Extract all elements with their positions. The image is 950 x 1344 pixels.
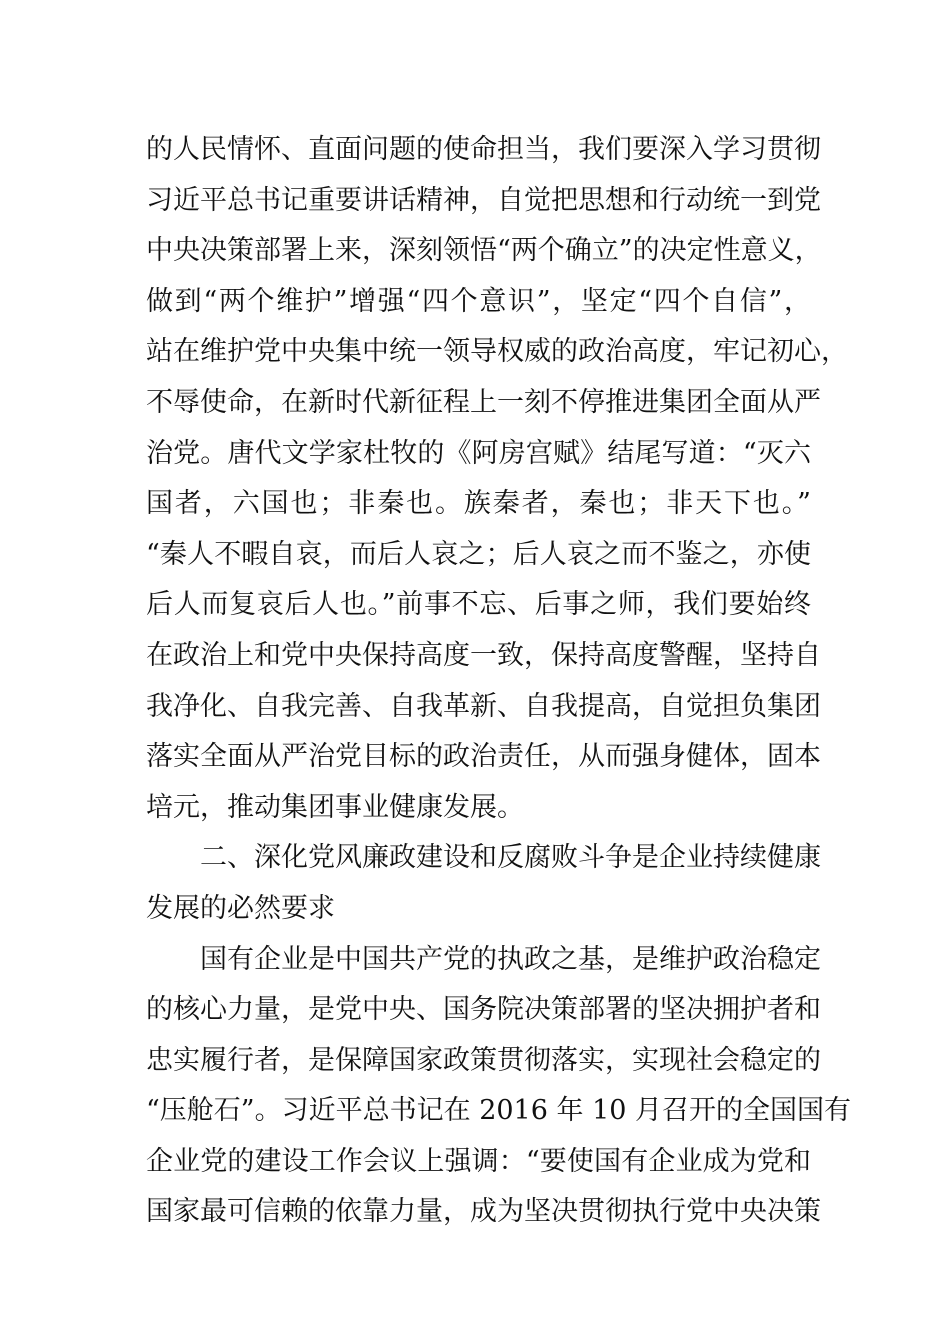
text-line: 培元，推动集团事业健康发展。 <box>146 791 524 823</box>
text-line: 国家最可信赖的依靠力量，成为坚决贯彻执行党中央决策 <box>146 1196 821 1228</box>
text-line: 不辱使命，在新时代新征程上一刻不停推进集团全面从严 <box>146 386 821 418</box>
text-line: 国有企业是中国共产党的执政之基，是维护政治稳定 <box>200 943 821 975</box>
text-line: 习近平总书记重要讲话精神，自觉把思想和行动统一到党 <box>146 184 821 216</box>
text-line: 国者，六国也；非秦也。族秦者，秦也；非天下也。” <box>146 488 811 520</box>
text-line: 在政治上和党中央保持高度一致，保持高度警醒，坚持自 <box>146 639 821 671</box>
text-line: 忠实履行者，是保障国家政策贯彻落实，实现社会稳定的 <box>146 1044 821 1076</box>
text-line: “秦人不暇自哀，而后人哀之；后人哀之而不鉴之，亦使 <box>146 538 811 570</box>
text-line: 企业党的建设工作会议上强调：“要使国有企业成为党和 <box>146 1145 811 1177</box>
body-text <box>146 125 852 1238</box>
text-line: 站在维护党中央集中统一领导权威的政治高度，牢记初心， <box>146 336 848 368</box>
text-line: 中央决策部署上来，深刻领悟“两个确立”的决定性意义， <box>146 235 822 267</box>
text-line: 我净化、自我完善、自我革新、自我提高，自觉担负集团 <box>146 690 821 722</box>
text-line: 做到“两个维护”增强“四个意识”，坚定“四个自信”， <box>146 285 811 317</box>
text-line: 治党。唐代文学家杜牧的《阿房宫赋》结尾写道：“灭六 <box>146 437 811 469</box>
section-heading-line: 二、深化党风廉政建设和反腐败斗争是企业持续健康 <box>200 842 821 874</box>
text-line: 的人民情怀、直面问题的使命担当，我们要深入学习贯彻 <box>146 134 821 165</box>
text-line: 后人而复哀后人也。”前事不忘、后事之师，我们要始终 <box>146 589 811 621</box>
text-line: 的核心力量，是党中央、国务院决策部署的坚决拥护者和 <box>146 994 821 1026</box>
section-heading-line: 发展的必然要求 <box>146 892 335 924</box>
text-line: 落实全面从严治党目标的政治责任，从而强身健体，固本 <box>146 741 821 773</box>
text-line: “压舱石”。习近平总书记在 2016 年 10 月召开的全国国有 <box>146 1095 852 1127</box>
